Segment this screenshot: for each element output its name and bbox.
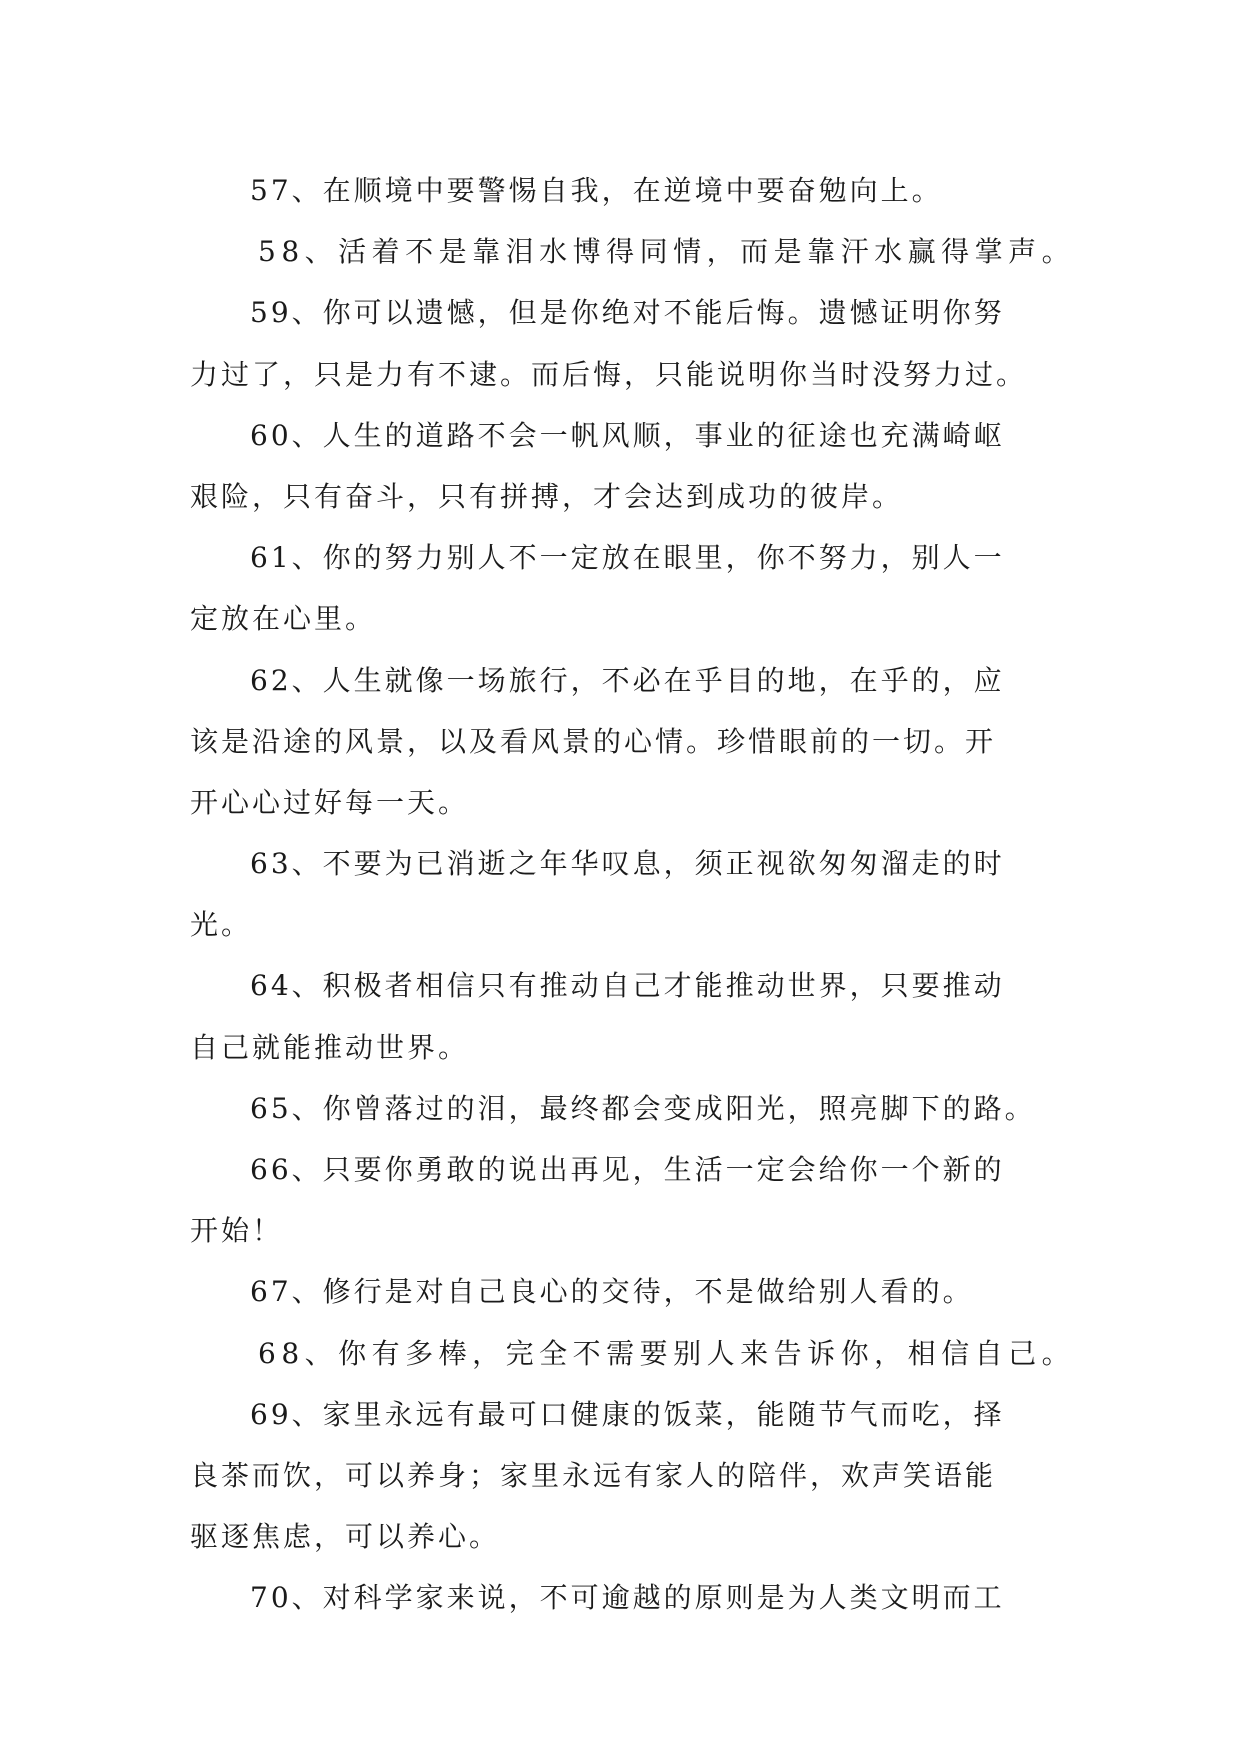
text-line: 57、在顺境中要警惕自我，在逆境中要奋勉向上。 <box>250 174 943 207</box>
text-line: 艰险，只有奋斗，只有拼搏，才会达到成功的彼岸。 <box>190 479 904 513</box>
text-line: 定放在心里。 <box>190 602 377 636</box>
text-line: 62、人生就像一场旅行，不必在乎目的地，在乎的，应 <box>250 663 1005 697</box>
text-line: 良茶而饮，可以养身；家里永远有家人的陪伴，欢声笑语能 <box>190 1458 997 1492</box>
text-line: 64、积极者相信只有推动自己才能推动世界，只要推动 <box>250 969 1005 1003</box>
text-line: 61、你的努力别人不一定放在眼里，你不努力，别人一 <box>250 541 1005 575</box>
text-line: 68、你有多棒，完全不需要别人来告诉你，相信自己。 <box>258 1336 1076 1370</box>
text-line: 光。 <box>190 908 253 942</box>
text-line: 67、修行是对自己良心的交待，不是做给别人看的。 <box>250 1275 974 1309</box>
text-line: 开始！ <box>190 1214 284 1248</box>
text-body <box>0 160 1241 1629</box>
text-line: 70、对科学家来说，不可逾越的原则是为人类文明而工 <box>250 1581 1005 1615</box>
text-line: 69、家里永远有最可口健康的饭菜，能随节气而吃，择 <box>250 1397 1005 1431</box>
text-line: 该是沿途的风景，以及看风景的心情。珍惜眼前的一切。开 <box>190 724 997 758</box>
text-line: 驱逐焦虑，可以养心。 <box>190 1520 501 1554</box>
text-line: 自己就能推动世界。 <box>190 1030 470 1064</box>
text-line: 63、不要为已消逝之年华叹息，须正视欲匆匆溜走的时 <box>250 847 1005 881</box>
text-line: 开心心过好每一天。 <box>190 785 470 819</box>
text-line: 力过了，只是力有不逮。而后悔，只能说明你当时没努力过。 <box>190 357 1028 391</box>
text-line: 65、你曾落过的泪，最终都会变成阳光，照亮脚下的路。 <box>250 1091 1036 1125</box>
text-line: 58、活着不是靠泪水博得同情，而是靠汗水赢得掌声。 <box>258 235 1076 269</box>
text-line: 66、只要你勇敢的说出再见，生活一定会给你一个新的 <box>250 1153 1005 1186</box>
text-line: 59、你可以遗憾，但是你绝对不能后悔。遗憾证明你努 <box>250 296 1005 330</box>
text-line: 60、人生的道路不会一帆风顺，事业的征途也充满崎岖 <box>250 418 1005 452</box>
